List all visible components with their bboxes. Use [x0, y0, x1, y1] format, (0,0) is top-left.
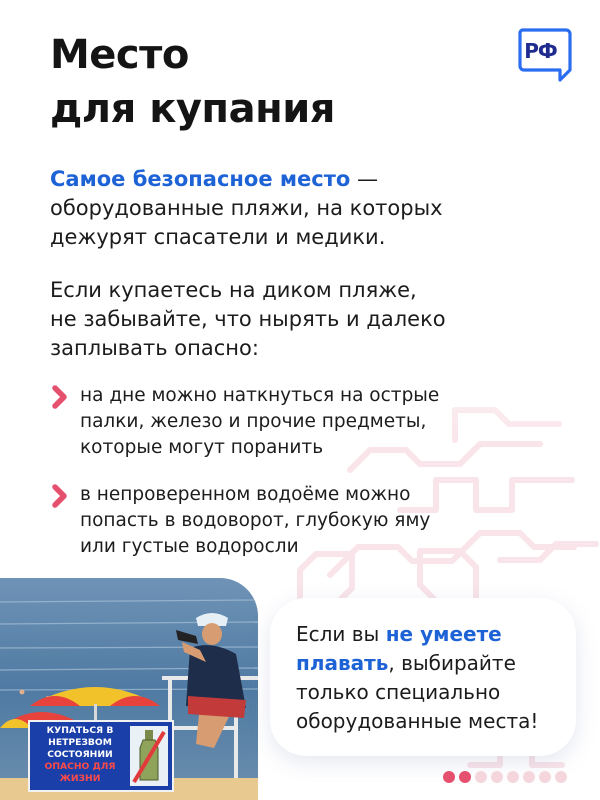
list-item-text: [80, 482, 430, 560]
pagination-dot[interactable]: [523, 771, 535, 783]
page-title: [50, 28, 335, 136]
list-item-line: на дне можно наткнуться на острые: [80, 385, 440, 406]
intro-dash: —: [350, 167, 379, 191]
rf-logo: [516, 26, 572, 82]
callout-line-1: [296, 620, 538, 649]
wild-beach-paragraph: [50, 276, 446, 363]
intro-line-1: [50, 165, 443, 194]
sign-line: ОПАСНО ДЛЯ: [44, 761, 116, 772]
list-item-line: в непроверенном водоёме можно: [80, 484, 411, 505]
chevron-right-icon: [50, 482, 70, 510]
callout-card: [270, 598, 576, 756]
callout-line-3: только специально: [296, 680, 501, 704]
title-line-2: для купания: [50, 86, 335, 132]
wild-beach-line-1: Если купаетесь на диком пляже,: [50, 278, 417, 302]
callout-text: [296, 620, 538, 736]
pagination-dot[interactable]: [443, 771, 455, 783]
chevron-right-icon: [50, 383, 70, 411]
pagination-dot[interactable]: [491, 771, 503, 783]
callout-line-2: [296, 649, 538, 678]
sign-line: КУПАТЬСЯ В: [46, 725, 114, 736]
callout-highlight: плавать: [296, 651, 389, 675]
title-line-1: Место: [50, 32, 189, 78]
pagination-dot[interactable]: [507, 771, 519, 783]
intro-paragraph: [50, 165, 443, 252]
pagination-dot[interactable]: [555, 771, 567, 783]
sign-line: НЕТРЕЗВОМ: [48, 737, 112, 748]
intro-line-3: дежурят спасатели и медики.: [50, 225, 386, 249]
callout-text-part: Если вы: [296, 622, 386, 646]
list-item-line: которые могут поранить: [80, 437, 324, 458]
sign-line: СОСТОЯНИИ: [47, 749, 113, 760]
pagination-dot[interactable]: [459, 771, 471, 783]
logo-text: РФ: [524, 39, 557, 63]
sign-line: ЖИЗНИ: [59, 773, 101, 784]
intro-highlight: Самое безопасное место: [50, 167, 351, 191]
intro-line-2: оборудованные пляжи, на которых: [50, 196, 443, 220]
list-item-text: [80, 383, 439, 461]
bottle-icon: [130, 726, 168, 786]
callout-text-part: , выбирайте: [388, 651, 516, 675]
warning-sign: [28, 720, 174, 792]
callout-line-4: оборудованные места!: [296, 709, 539, 733]
list-item-line: попасть в водоворот, глубокую яму: [80, 510, 431, 531]
list-item-line: палки, железо и прочие предметы,: [80, 411, 427, 432]
callout-highlight: не умеете: [385, 622, 502, 646]
pagination-dot[interactable]: [475, 771, 487, 783]
list-item-line: или густые водоросли: [80, 536, 299, 557]
pagination-dot[interactable]: [539, 771, 551, 783]
wild-beach-line-3: заплывать опасно:: [50, 336, 259, 360]
beach-lifeguard-photo: [0, 578, 258, 800]
wild-beach-line-2: не забывайте, что нырять и далеко: [50, 307, 446, 331]
